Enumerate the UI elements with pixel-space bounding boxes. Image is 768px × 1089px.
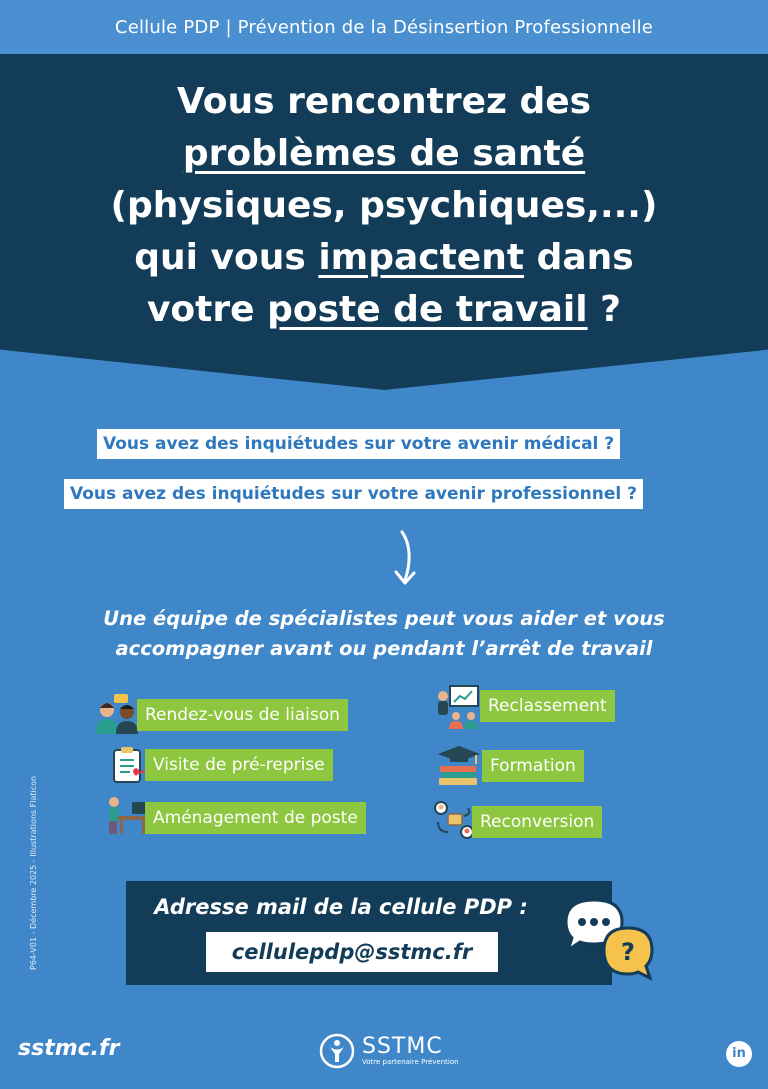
headline-emphasis-workstation: poste de travail (267, 289, 588, 330)
headline-emphasis-impact: impactent (318, 237, 525, 278)
service-reclassement: Reclassement (480, 690, 615, 722)
svg-text:?: ? (621, 938, 635, 966)
team-statement (40, 604, 728, 664)
headline-line-5-pre: votre (146, 289, 268, 330)
header-title: Cellule PDP | Prévention de la Désinsertion Professionnelle (114, 16, 654, 38)
headline-emphasis-health: problèmes de santé (182, 133, 586, 174)
chat-bubbles-icon (560, 894, 660, 984)
graduation-books-icon (436, 744, 482, 788)
print-reference: P64-V01 - Décembre 2025 - Illustrations Flaticon (29, 775, 38, 970)
meeting-people-icon (94, 692, 142, 736)
footer-website-link[interactable]: sstmc.fr (18, 1036, 120, 1061)
team-line-1: Une équipe de spécialistes peut vous aider et vous (103, 607, 665, 630)
service-amenagement-de-poste: Aménagement de poste (145, 802, 366, 834)
question-professional: Vous avez des inquiétudes sur votre avenir professionnel ? (64, 479, 643, 509)
headline (24, 76, 744, 336)
header-bar (0, 0, 768, 54)
career-change-icon (432, 800, 476, 840)
service-formation: Formation (482, 750, 584, 782)
headline-line-4 (24, 232, 744, 284)
headline-line-4-pre: qui vous (134, 237, 319, 278)
brand-tagline: Votre partenaire Prévention (362, 1057, 459, 1066)
headline-line-2 (24, 128, 744, 180)
mail-label: Adresse mail de la cellule PDP : (154, 895, 528, 919)
question-medical: Vous avez des inquiétudes sur votre avenir médical ? (97, 429, 620, 459)
linkedin-icon[interactable]: in (726, 1041, 752, 1067)
team-line-2: accompagner avant ou pendant l’arrêt de travail (115, 637, 653, 660)
medical-checklist-icon (110, 746, 150, 786)
mail-address-link[interactable]: cellulepdp@sstmc.fr (206, 932, 498, 972)
presentation-board-icon (434, 684, 482, 730)
headline-line-1: Vous rencontrez des (176, 81, 592, 122)
brand-logo (318, 1032, 459, 1070)
service-rendez-vous-de-liaison: Rendez-vous de liaison (137, 699, 348, 731)
headline-line-5 (24, 284, 744, 336)
brand-text (362, 1033, 459, 1067)
headline-line-3: (physiques, psychiques,...) (110, 185, 658, 226)
arrow-down-icon (390, 528, 422, 588)
headline-line-5-post: ? (587, 289, 622, 330)
service-visite-de-pre-reprise: Visite de pré-reprise (145, 749, 333, 781)
service-reconversion: Reconversion (472, 806, 602, 838)
sstmc-logo-icon (318, 1032, 356, 1070)
workstation-icon (104, 794, 150, 836)
headline-line-4-post: dans (524, 237, 634, 278)
brand-name: SSTMC (362, 1033, 443, 1059)
